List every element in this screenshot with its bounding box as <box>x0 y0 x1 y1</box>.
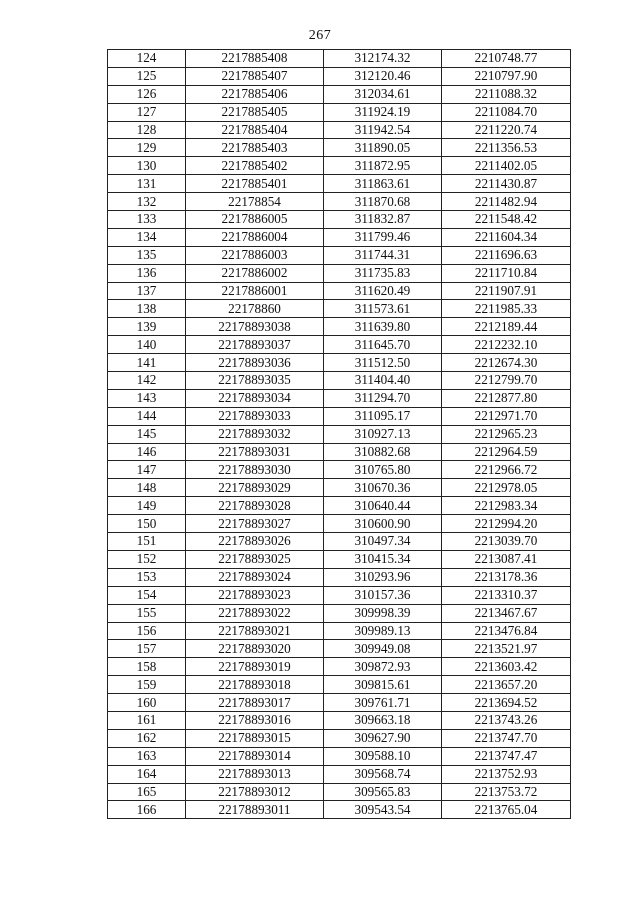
row-number-cell: 126 <box>108 85 186 103</box>
table-row <box>108 729 571 747</box>
row-number-cell: 153 <box>108 568 186 586</box>
x-coordinate-cell: 309663.18 <box>324 711 442 729</box>
x-coordinate-cell: 309815.61 <box>324 676 442 694</box>
x-coordinate-cell: 309588.10 <box>324 747 442 765</box>
table-row <box>108 461 571 479</box>
point-id-cell: 22178893024 <box>186 568 324 586</box>
y-coordinate-cell: 2212966.72 <box>442 461 571 479</box>
y-coordinate-cell: 2211710.84 <box>442 264 571 282</box>
y-coordinate-cell: 2213087.41 <box>442 550 571 568</box>
row-number-cell: 142 <box>108 372 186 390</box>
x-coordinate-cell: 310293.96 <box>324 568 442 586</box>
x-coordinate-cell: 309949.08 <box>324 640 442 658</box>
point-id-cell: 22178893037 <box>186 336 324 354</box>
x-coordinate-cell: 310600.90 <box>324 515 442 533</box>
table-row <box>108 783 571 801</box>
row-number-cell: 135 <box>108 246 186 264</box>
table-row <box>108 67 571 85</box>
row-number-cell: 125 <box>108 67 186 85</box>
y-coordinate-cell: 2212965.23 <box>442 425 571 443</box>
row-number-cell: 137 <box>108 282 186 300</box>
point-id-cell: 22178893035 <box>186 372 324 390</box>
y-coordinate-cell: 2212877.80 <box>442 389 571 407</box>
row-number-cell: 148 <box>108 479 186 497</box>
y-coordinate-cell: 2210748.77 <box>442 50 571 68</box>
table-row <box>108 85 571 103</box>
table-row <box>108 246 571 264</box>
x-coordinate-cell: 310497.34 <box>324 533 442 551</box>
row-number-cell: 165 <box>108 783 186 801</box>
table-row <box>108 515 571 533</box>
table-row <box>108 103 571 121</box>
table-row <box>108 801 571 819</box>
x-coordinate-cell: 311639.80 <box>324 318 442 336</box>
x-coordinate-cell: 311744.31 <box>324 246 442 264</box>
row-number-cell: 134 <box>108 228 186 246</box>
y-coordinate-cell: 2211356.53 <box>442 139 571 157</box>
table-row <box>108 50 571 68</box>
table-row <box>108 264 571 282</box>
point-id-cell: 22178893020 <box>186 640 324 658</box>
point-id-cell: 22178893021 <box>186 622 324 640</box>
y-coordinate-cell: 2211907.91 <box>442 282 571 300</box>
y-coordinate-cell: 2212674.30 <box>442 354 571 372</box>
table-row <box>108 550 571 568</box>
point-id-cell: 22178893013 <box>186 765 324 783</box>
point-id-cell: 22178893012 <box>186 783 324 801</box>
x-coordinate-cell: 311942.54 <box>324 121 442 139</box>
y-coordinate-cell: 2211548.42 <box>442 211 571 229</box>
row-number-cell: 132 <box>108 193 186 211</box>
table-row <box>108 443 571 461</box>
y-coordinate-cell: 2213753.72 <box>442 783 571 801</box>
y-coordinate-cell: 2211430.87 <box>442 175 571 193</box>
table-row <box>108 765 571 783</box>
point-id-cell: 22178893016 <box>186 711 324 729</box>
table-row <box>108 300 571 318</box>
row-number-cell: 166 <box>108 801 186 819</box>
x-coordinate-cell: 310765.80 <box>324 461 442 479</box>
table-row <box>108 640 571 658</box>
point-id-cell: 22178893023 <box>186 586 324 604</box>
table-row <box>108 372 571 390</box>
point-id-cell: 22178893027 <box>186 515 324 533</box>
point-id-cell: 22178893029 <box>186 479 324 497</box>
x-coordinate-cell: 311512.50 <box>324 354 442 372</box>
table-row <box>108 282 571 300</box>
point-id-cell: 2217885407 <box>186 67 324 85</box>
x-coordinate-cell: 311863.61 <box>324 175 442 193</box>
row-number-cell: 163 <box>108 747 186 765</box>
x-coordinate-cell: 311573.61 <box>324 300 442 318</box>
point-id-cell: 22178893030 <box>186 461 324 479</box>
point-id-cell: 2217885402 <box>186 157 324 175</box>
point-id-cell: 22178893014 <box>186 747 324 765</box>
table-row <box>108 533 571 551</box>
point-id-cell: 2217886005 <box>186 211 324 229</box>
y-coordinate-cell: 2213310.37 <box>442 586 571 604</box>
y-coordinate-cell: 2213747.47 <box>442 747 571 765</box>
point-id-cell: 22178893031 <box>186 443 324 461</box>
y-coordinate-cell: 2213467.67 <box>442 604 571 622</box>
y-coordinate-cell: 2211604.34 <box>442 228 571 246</box>
row-number-cell: 127 <box>108 103 186 121</box>
point-id-cell: 2217886001 <box>186 282 324 300</box>
y-coordinate-cell: 2213765.04 <box>442 801 571 819</box>
row-number-cell: 131 <box>108 175 186 193</box>
point-id-cell: 22178893036 <box>186 354 324 372</box>
row-number-cell: 141 <box>108 354 186 372</box>
x-coordinate-cell: 309761.71 <box>324 694 442 712</box>
y-coordinate-cell: 2211985.33 <box>442 300 571 318</box>
point-id-cell: 22178860 <box>186 300 324 318</box>
y-coordinate-cell: 2212232.10 <box>442 336 571 354</box>
x-coordinate-cell: 311924.19 <box>324 103 442 121</box>
row-number-cell: 144 <box>108 407 186 425</box>
y-coordinate-cell: 2213178.36 <box>442 568 571 586</box>
point-id-cell: 2217885403 <box>186 139 324 157</box>
y-coordinate-cell: 2212983.34 <box>442 497 571 515</box>
y-coordinate-cell: 2211220.74 <box>442 121 571 139</box>
y-coordinate-cell: 2212964.59 <box>442 443 571 461</box>
x-coordinate-cell: 309543.54 <box>324 801 442 819</box>
y-coordinate-cell: 2213039.70 <box>442 533 571 551</box>
page-number: 267 <box>308 28 332 43</box>
x-coordinate-cell: 311832.87 <box>324 211 442 229</box>
table-row <box>108 175 571 193</box>
row-number-cell: 151 <box>108 533 186 551</box>
table-row <box>108 568 571 586</box>
y-coordinate-cell: 2212799.70 <box>442 372 571 390</box>
x-coordinate-cell: 309565.83 <box>324 783 442 801</box>
x-coordinate-cell: 311095.17 <box>324 407 442 425</box>
y-coordinate-cell: 2213743.26 <box>442 711 571 729</box>
table-row <box>108 121 571 139</box>
table-row <box>108 497 571 515</box>
point-id-cell: 2217885406 <box>186 85 324 103</box>
point-id-cell: 22178893026 <box>186 533 324 551</box>
table-row <box>108 354 571 372</box>
y-coordinate-cell: 2211482.94 <box>442 193 571 211</box>
table-row <box>108 425 571 443</box>
table-row <box>108 658 571 676</box>
x-coordinate-cell: 311645.70 <box>324 336 442 354</box>
x-coordinate-cell: 311799.46 <box>324 228 442 246</box>
x-coordinate-cell: 310640.44 <box>324 497 442 515</box>
row-number-cell: 152 <box>108 550 186 568</box>
y-coordinate-cell: 2211696.63 <box>442 246 571 264</box>
table-row <box>108 479 571 497</box>
x-coordinate-cell: 311294.70 <box>324 389 442 407</box>
y-coordinate-cell: 2211084.70 <box>442 103 571 121</box>
table-row <box>108 604 571 622</box>
table-row <box>108 139 571 157</box>
x-coordinate-cell: 310927.13 <box>324 425 442 443</box>
table-row <box>108 407 571 425</box>
point-id-cell: 22178893017 <box>186 694 324 712</box>
row-number-cell: 158 <box>108 658 186 676</box>
row-number-cell: 150 <box>108 515 186 533</box>
point-id-cell: 22178893025 <box>186 550 324 568</box>
row-number-cell: 129 <box>108 139 186 157</box>
x-coordinate-cell: 309872.93 <box>324 658 442 676</box>
row-number-cell: 154 <box>108 586 186 604</box>
point-id-cell: 2217885404 <box>186 121 324 139</box>
x-coordinate-cell: 312034.61 <box>324 85 442 103</box>
y-coordinate-cell: 2212971.70 <box>442 407 571 425</box>
x-coordinate-cell: 310882.68 <box>324 443 442 461</box>
row-number-cell: 140 <box>108 336 186 354</box>
table-row <box>108 193 571 211</box>
row-number-cell: 133 <box>108 211 186 229</box>
point-id-cell: 2217885408 <box>186 50 324 68</box>
row-number-cell: 145 <box>108 425 186 443</box>
y-coordinate-cell: 2212189.44 <box>442 318 571 336</box>
coordinates-table <box>107 49 571 819</box>
table-row <box>108 622 571 640</box>
x-coordinate-cell: 311890.05 <box>324 139 442 157</box>
y-coordinate-cell: 2212994.20 <box>442 515 571 533</box>
y-coordinate-cell: 2213521.97 <box>442 640 571 658</box>
point-id-cell: 2217886002 <box>186 264 324 282</box>
y-coordinate-cell: 2213603.42 <box>442 658 571 676</box>
table-row <box>108 747 571 765</box>
row-number-cell: 124 <box>108 50 186 68</box>
point-id-cell: 22178893032 <box>186 425 324 443</box>
point-id-cell: 2217885405 <box>186 103 324 121</box>
row-number-cell: 162 <box>108 729 186 747</box>
x-coordinate-cell: 309989.13 <box>324 622 442 640</box>
row-number-cell: 156 <box>108 622 186 640</box>
row-number-cell: 149 <box>108 497 186 515</box>
row-number-cell: 139 <box>108 318 186 336</box>
x-coordinate-cell: 310157.36 <box>324 586 442 604</box>
row-number-cell: 161 <box>108 711 186 729</box>
table-body <box>108 50 571 819</box>
row-number-cell: 130 <box>108 157 186 175</box>
table-row <box>108 676 571 694</box>
x-coordinate-cell: 309568.74 <box>324 765 442 783</box>
x-coordinate-cell: 309627.90 <box>324 729 442 747</box>
y-coordinate-cell: 2210797.90 <box>442 67 571 85</box>
row-number-cell: 147 <box>108 461 186 479</box>
y-coordinate-cell: 2213657.20 <box>442 676 571 694</box>
row-number-cell: 157 <box>108 640 186 658</box>
row-number-cell: 146 <box>108 443 186 461</box>
x-coordinate-cell: 311404.40 <box>324 372 442 390</box>
y-coordinate-cell: 2213694.52 <box>442 694 571 712</box>
table-row <box>108 711 571 729</box>
x-coordinate-cell: 311620.49 <box>324 282 442 300</box>
point-id-cell: 22178893011 <box>186 801 324 819</box>
point-id-cell: 22178893028 <box>186 497 324 515</box>
row-number-cell: 128 <box>108 121 186 139</box>
table-row <box>108 336 571 354</box>
row-number-cell: 136 <box>108 264 186 282</box>
x-coordinate-cell: 311872.95 <box>324 157 442 175</box>
row-number-cell: 160 <box>108 694 186 712</box>
row-number-cell: 159 <box>108 676 186 694</box>
point-id-cell: 2217886003 <box>186 246 324 264</box>
point-id-cell: 22178893015 <box>186 729 324 747</box>
y-coordinate-cell: 2212978.05 <box>442 479 571 497</box>
point-id-cell: 22178854 <box>186 193 324 211</box>
x-coordinate-cell: 310670.36 <box>324 479 442 497</box>
point-id-cell: 22178893034 <box>186 389 324 407</box>
row-number-cell: 164 <box>108 765 186 783</box>
y-coordinate-cell: 2213747.70 <box>442 729 571 747</box>
table-row <box>108 586 571 604</box>
y-coordinate-cell: 2213752.93 <box>442 765 571 783</box>
table-row <box>108 228 571 246</box>
point-id-cell: 22178893033 <box>186 407 324 425</box>
row-number-cell: 143 <box>108 389 186 407</box>
y-coordinate-cell: 2211088.32 <box>442 85 571 103</box>
point-id-cell: 22178893022 <box>186 604 324 622</box>
point-id-cell: 22178893038 <box>186 318 324 336</box>
x-coordinate-cell: 312174.32 <box>324 50 442 68</box>
x-coordinate-cell: 312120.46 <box>324 67 442 85</box>
x-coordinate-cell: 310415.34 <box>324 550 442 568</box>
x-coordinate-cell: 311735.83 <box>324 264 442 282</box>
table-row <box>108 318 571 336</box>
y-coordinate-cell: 2211402.05 <box>442 157 571 175</box>
point-id-cell: 22178893019 <box>186 658 324 676</box>
table-row <box>108 211 571 229</box>
x-coordinate-cell: 309998.39 <box>324 604 442 622</box>
point-id-cell: 22178893018 <box>186 676 324 694</box>
point-id-cell: 2217886004 <box>186 228 324 246</box>
x-coordinate-cell: 311870.68 <box>324 193 442 211</box>
point-id-cell: 2217885401 <box>186 175 324 193</box>
row-number-cell: 138 <box>108 300 186 318</box>
table-row <box>108 157 571 175</box>
table-row <box>108 694 571 712</box>
y-coordinate-cell: 2213476.84 <box>442 622 571 640</box>
row-number-cell: 155 <box>108 604 186 622</box>
table-row <box>108 389 571 407</box>
